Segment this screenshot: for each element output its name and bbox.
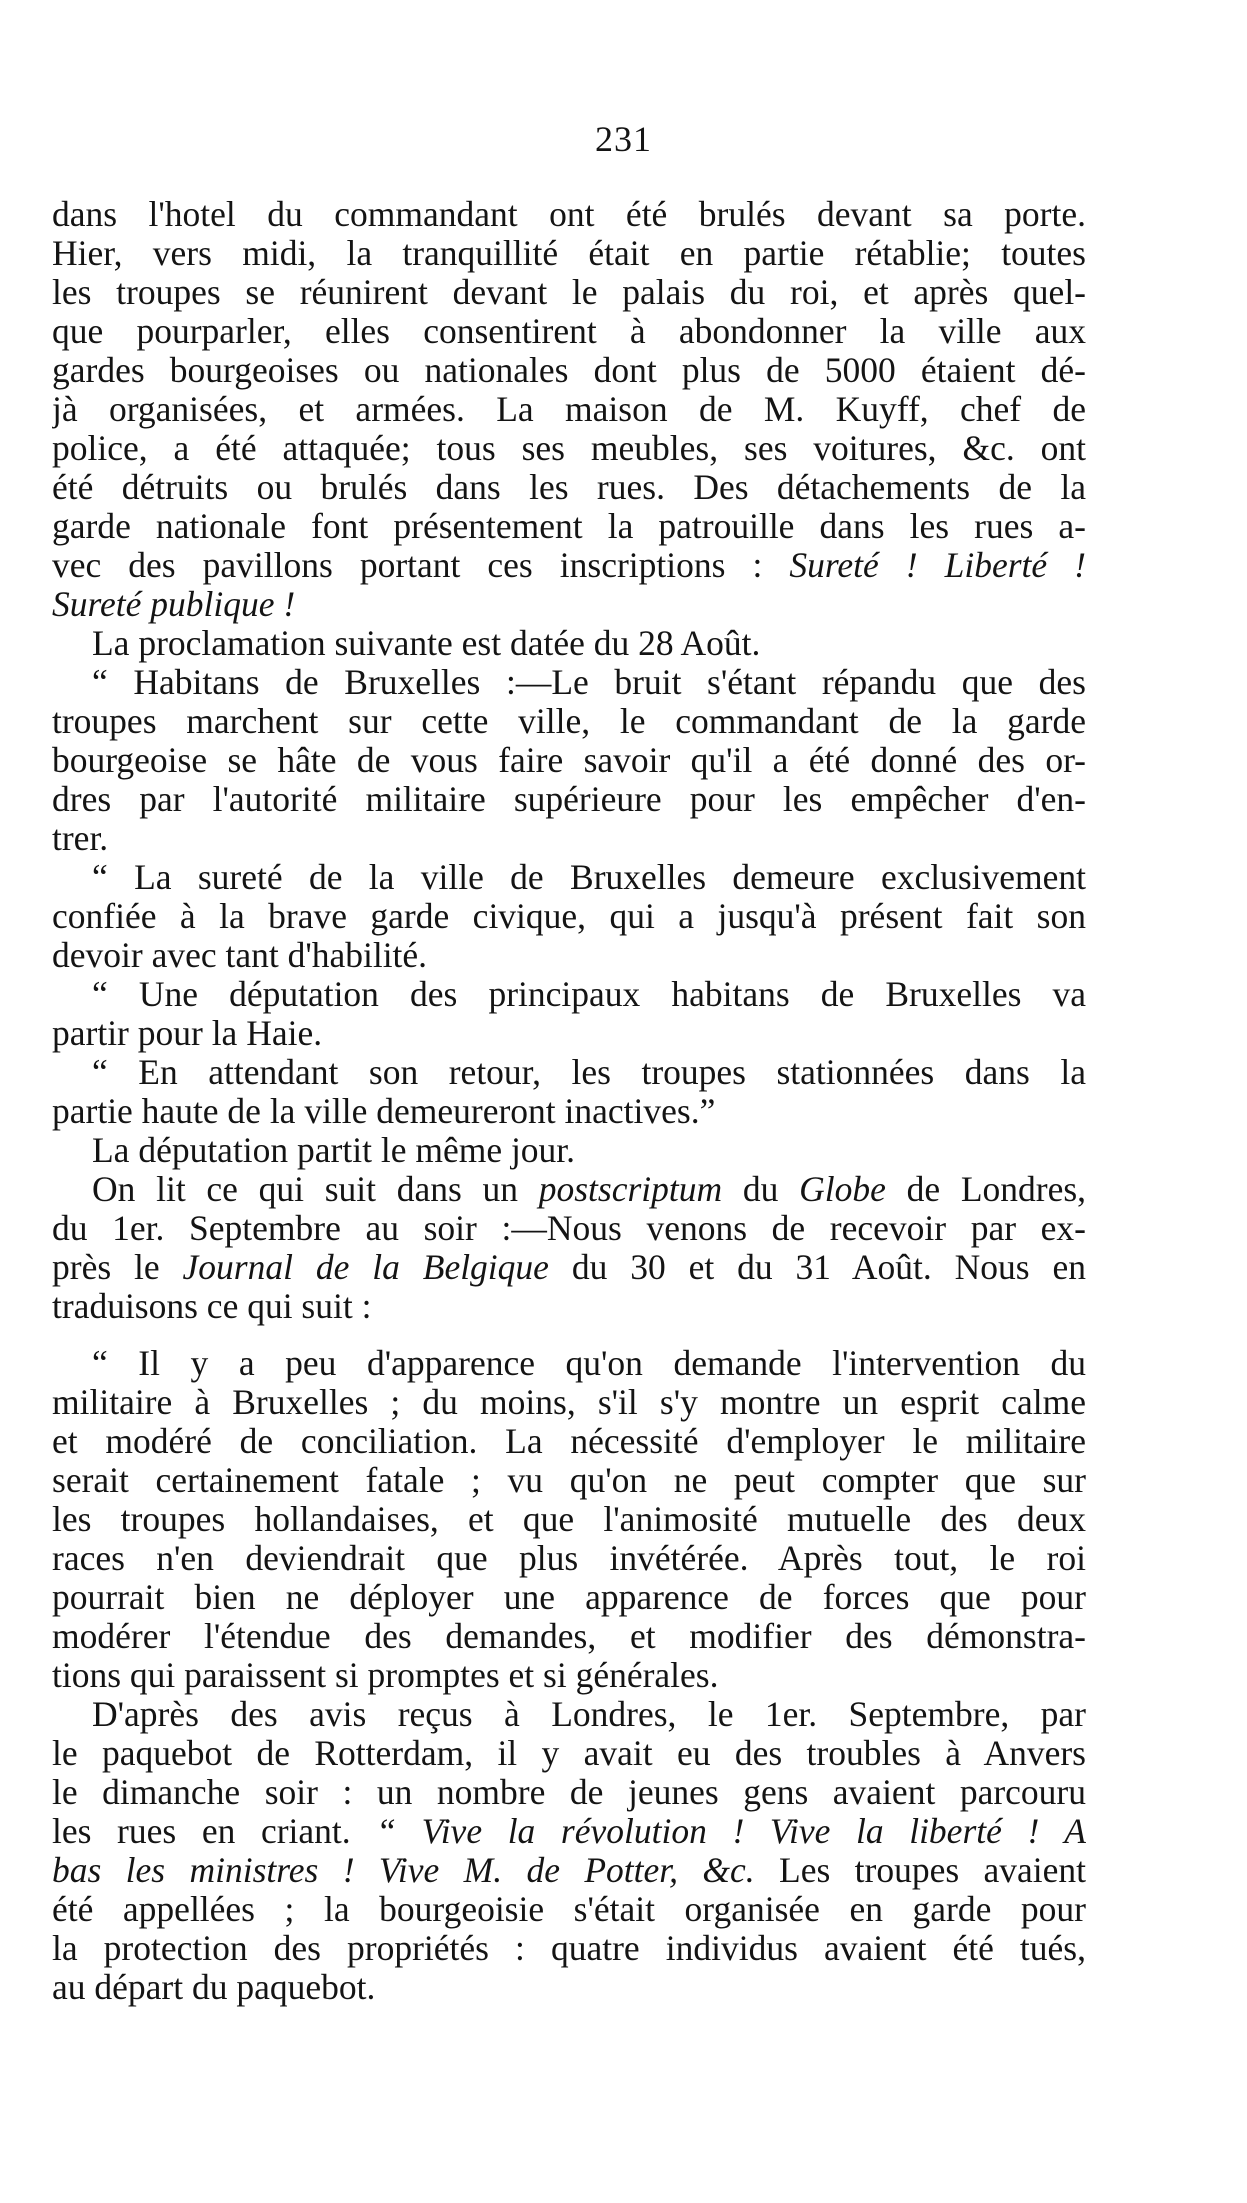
text-line: partie haute de la ville demeureront inactives.” <box>52 1092 716 1131</box>
page-body <box>52 195 1086 2007</box>
text-line: confiée à la brave garde civique, qui a jusqu'à présent fait son <box>52 897 1086 936</box>
text-line: les troupes hollandaises, et que l'animosité mutuelle des deux <box>52 1500 1086 1539</box>
text-line: “ Habitans de Bruxelles :—Le bruit s'étant répandu que des <box>92 663 1086 702</box>
text-line: les troupes se réunirent devant le palais du roi, et après quel- <box>52 273 1086 312</box>
text-segment: de Londres, <box>906 1170 1086 1209</box>
text-line: races n'en deviendrait que plus invétérée. Après tout, le roi <box>52 1539 1086 1578</box>
text-line <box>52 585 1086 624</box>
text-line <box>52 1248 1086 1287</box>
italic-segment: bas les ministres ! Vive M. de Potter, &c. <box>52 1851 755 1890</box>
text-segment: On lit ce qui suit dans un <box>92 1170 519 1209</box>
italic-segment: Sureté ! Liberté ! <box>789 546 1086 585</box>
text-line: garde nationale font présentement la patrouille dans les rues a- <box>52 507 1086 546</box>
text-line: serait certainement fatale ; vu qu'on ne peut compter que sur <box>52 1461 1086 1500</box>
text-line: été détruits ou brulés dans les rues. Des détachements de la <box>52 468 1086 507</box>
text-line: “ Il y a peu d'apparence qu'on demande l'intervention du <box>92 1344 1086 1383</box>
text-line: militaire à Bruxelles ; du moins, s'il s'y montre un esprit calme <box>52 1383 1086 1422</box>
text-line: dans l'hotel du commandant ont été brulés devant sa porte. <box>52 195 1086 234</box>
text-line: jà organisées, et armées. La maison de M. Kuyff, chef de <box>52 390 1086 429</box>
text-line: troupes marchent sur cette ville, le commandant de la garde <box>52 702 1086 741</box>
italic-segment: Sureté publique ! <box>52 585 296 624</box>
text-line: modérer l'étendue des demandes, et modifier des démonstra- <box>52 1617 1086 1656</box>
text-line: “ La sureté de la ville de Bruxelles demeure exclusivement <box>92 858 1086 897</box>
text-line: et modéré de conciliation. La nécessité d'employer le militaire <box>52 1422 1086 1461</box>
text-line: dres par l'autorité militaire supérieure pour les empêcher d'en- <box>52 780 1086 819</box>
text-line: le paquebot de Rotterdam, il y avait eu des troubles à Anvers <box>52 1734 1086 1773</box>
text-line: gardes bourgeoises ou nationales dont plus de 5000 étaient dé- <box>52 351 1086 390</box>
text-segment: vec des pavillons portant ces inscriptions : <box>52 546 763 585</box>
text-line: traduisons ce qui suit : <box>52 1287 372 1326</box>
text-segment: du <box>742 1170 779 1209</box>
text-line <box>52 1170 1086 1209</box>
text-line: tions qui paraissent si promptes et si générales. <box>52 1656 719 1695</box>
text-line <box>52 1851 1086 1890</box>
italic-segment: postscriptum <box>538 1170 723 1209</box>
italic-segment: Globe <box>799 1170 886 1209</box>
text-line: “ Une députation des principaux habitans de Bruxelles va <box>92 975 1086 1014</box>
text-line: partir pour la Haie. <box>52 1014 323 1053</box>
text-line: la protection des propriétés : quatre individus avaient été tués, <box>52 1929 1086 1968</box>
text-segment: près le <box>52 1248 160 1287</box>
text-line: le dimanche soir : un nombre de jeunes gens avaient parcouru <box>52 1773 1086 1812</box>
text-line <box>52 1812 1086 1851</box>
page-number: 231 <box>595 119 652 159</box>
text-line: bourgeoise se hâte de vous faire savoir qu'il a été donné des or- <box>52 741 1086 780</box>
text-line: du 1er. Septembre au soir :—Nous venons de recevoir par ex- <box>52 1209 1086 1248</box>
text-line: pourrait bien ne déployer une apparence de forces que pour <box>52 1578 1086 1617</box>
text-line: police, a été attaquée; tous ses meubles, ses voitures, &c. ont <box>52 429 1086 468</box>
text-line: La proclamation suivante est datée du 28 Août. <box>92 624 761 663</box>
text-line: au départ du paquebot. <box>52 1968 376 2007</box>
text-line: trer. <box>52 819 109 858</box>
text-line: La députation partit le même jour. <box>92 1131 576 1170</box>
text-line: D'après des avis reçus à Londres, le 1er. Septembre, par <box>92 1695 1086 1734</box>
italic-segment: “ Vive la révolution ! Vive la liberté ! A <box>376 1812 1086 1851</box>
text-segment: Les troupes avaient <box>779 1851 1086 1890</box>
text-line: que pourparler, elles consentirent à abondonner la ville aux <box>52 312 1086 351</box>
italic-segment: Journal de la Belgique <box>182 1248 549 1287</box>
text-line: Hier, vers midi, la tranquillité était en partie rétablie; toutes <box>52 234 1086 273</box>
text-segment: les rues en criant. <box>52 1812 351 1851</box>
text-segment: du 30 et du 31 Août. Nous en <box>571 1248 1086 1287</box>
text-line: devoir avec tant d'habilité. <box>52 936 428 975</box>
text-line: été appellées ; la bourgeoisie s'était organisée en garde pour <box>52 1890 1086 1929</box>
text-line <box>52 546 1086 585</box>
text-line: “ En attendant son retour, les troupes stationnées dans la <box>92 1053 1086 1092</box>
